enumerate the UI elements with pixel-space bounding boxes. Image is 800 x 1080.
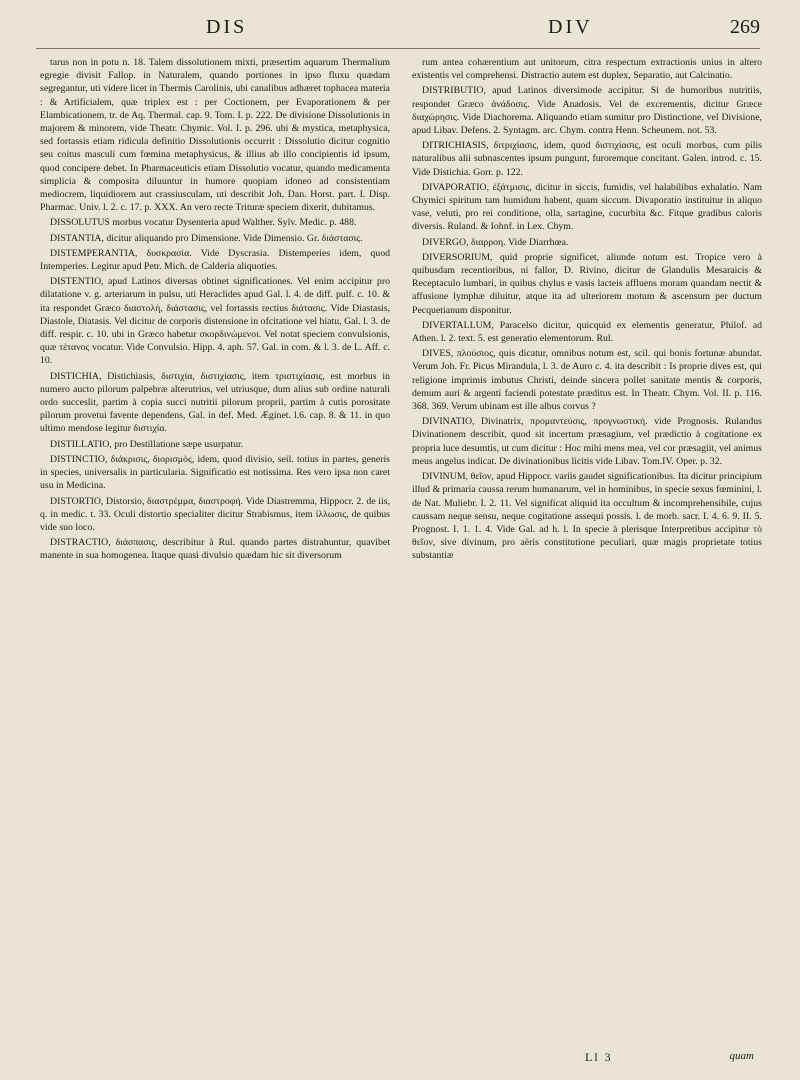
entry-divaporatio: DIVAPORATIO, ἐξάτμισις, dicitur in siccis, fumidis, vel halabilibus exhalatio. Nam Chymici spiritum tam humidum habent, quam siccum. Divaporatio instituitur in aliquo vase, veluti, pro rei conditione, olla, sartagine, cucurbita &c. Fitque gradibus caloris diversis. Ruland. & Iohnf. in Lex. Chym.	[412, 181, 762, 233]
entry-paragraph: tarus non in potu n. 18. Talem dissolutionem mixti, præsertim aquarum Thermalium egregie divisit Fallop. in Naturalem, quando portiones in ipso fluxu quædam segregantur, uti videre licet in Thermis Carolinis, ubi canalibus adhæret tophacea materia : & Artificialem, quæ triplex est : per Coctionem, per Evaporationem & per Elambicationem, tr. de Aq. Thermal. cap. 9. Tom. I. p. 222. De divisione Dissolutionis in majorem & minorem, vide Theatr. Chymic. Vol. I. p. 296. ubi & mystica, metaphysica, sed fortassis etiam ridicula definitio Dissolutionis occurrit : Dissolutio dicitur cognitio seu coitus masculi cum fœmina metaphysicus, & illius ab illo concipientis id ipsum, quod concipere debet. In Pharmaceuticis etiam Dissolutio vocatur, quando medicamenta simplicia & composita diluuntur in humore quopiam idoneo ad consistentiam mediocrem, liquidiorem aut crassiusculam, uti describit Joh. Dan. Horst. part. I. Disp. Pharmac. Univ. l. 2. c. 17. p. XXX. An vero recte Trituræ speciem dixerit, dubitamus.	[40, 57, 390, 214]
entry-divergo: DIVERGO, διαρροη. Vide Diarrhœa.	[422, 236, 569, 248]
entry-distinctio: DISTINCTIO, διάκρισις, διορισμὸς, idem, quod divisio, seil. totius in partes, generis in species, universalis in particularia. Significatio est notissima. Res vero ipsa non caret usu in Medicina.	[40, 453, 390, 492]
entry-divinatio: DIVINATIO, Divinatrix, προμαντεύσις, προγνωστική. vide Prognosis. Rulandus Divinationem describit, quod sit incertum præsagium, vel prædictio à cogitatione ex propria luce desumtis, ut cum dicitur : Hoc mihi mens mea, vel cor præsagiit, vel animus meus angelus indicat. De divinationibus licitis vide Libav. Tom.IV. Oper. p. 32.	[412, 416, 762, 467]
entry-distentio: DISTENTIO, apud Latinos diversas obtinet significationes. Vel enim accipitur pro dilatatione v. g. arteriarum in pulsu, uti Heraclides apud Gal. l. 4. de diff. pulf. c. 10. & ita respondet Græco διαστολὴ, διάστασις, vel fortassis rectius διάτασις. Vide Diastasis, Diastole, Diatasis. Vel dicitur de corporis distensione in ofcitatione vel hiatu, Gal. l. 3. de diff. respir. c. 10. ubi in Græco habetur σκορδινώμενοι. Vel notat speciem convulsionis, quæ τέτανος vocatur. Vide Convulsio. Hipp. 4. aph. 57. Gal. in com. & l. 3. de L. Aff. c. 10.	[40, 276, 390, 367]
left-column	[40, 56, 390, 1072]
entry-ditrichiasis: DITRICHIASIS, διτριχίασις, idem, quod διστιχίασις, est oculi morbus, cum pilis naturalibus alii subnascentes ipsum pungunt, furoremque concitant. Galen. introd. c. 15. Vide Distichia. Gorr. p. 122.	[412, 140, 762, 178]
entry-distantia: DISTANTIA, dicitur aliquando pro Dimensione. Vide Dimensio. Gr. διάστασις.	[50, 232, 363, 244]
running-header	[36, 8, 760, 49]
entry-distributio: DISTRIBUTIO, apud Latinos diversimode accipitur. Si de humoribus nutritiis, respondet Græco ἀνάδοσις. Vide Anadosis. Vel de excrementis, dicitur Græce διαχώρησις. Vide Diachorema. Aliquando etiam sumitur pro Distinctione, vel Divisione, apud Libav. Defens. 2. Syntagm. arc. Chym. contra Henn. Scheunem. not. 53.	[412, 85, 762, 137]
catchword: quam	[729, 1050, 754, 1062]
entry-distractio: DISTRACTIO, διάσπασις, describitur à Rul. quando partes distrahuntur, quavibet manente in sua homogenea. Itaque quasi divulsio quædam hic sit diversorum	[40, 537, 390, 562]
right-column-headword: DIV	[548, 16, 593, 38]
entry-dissolutus: DISSOLUTUS morbus vocatur Dysenteria apud Walther. Sylv. Medic. p. 488.	[50, 217, 357, 229]
entry-dives: DIVES, πλούσιος, quis dicatur, omnibus notum est, scil. qui bonis fortunæ abundat. Verum Joh. Fr. Picus Mirandula, l. 3. de Auro c. 4. ita describit : Is proprie dives est, qui religione imprimis imbutus Christi, deinde sincera pollet sanitate mentis & corporis, demum auri & argenti faciendi potestate præditus est. In Theatr. Chym. Vol. II. p. 116. 368. 369. Verum ubinam est ille albus corvus ?	[412, 348, 762, 413]
entry-distillatio: DISTILLATIO, pro Destillatione sæpe usurpatur.	[50, 438, 244, 450]
entry-divinum: DIVINUM, θεῖον, apud Hippocr. variis gaudet significationibus. Ita dicitur principium illud & primaria caussa rerum humanarum, vel in hominibus, in specie sexus fœminini, l. de Nat. Muliebr. I. 2. 11. Vel significat aliquid ita occultum & incomprehensibile, cujus caussam neque sensu, neque cogitatione assequi possis. l. de morb. sacr. I. 4. 6. 9. II. 5. Prognost. I. 1. 1. 4. Vide Gal. ad h. l. In specie à plerisque Interpretibus accipitur τὸ θεῖον, sive divinum, pro aëris constitutione peculiari, quæ magis proprietate totius substantiæ	[412, 471, 762, 562]
page-footer	[0, 1046, 800, 1074]
entry-diversorium: DIVERSORIUM, quid proprie significet, aliunde notum est. Tropice vero à quibusdam recentioribus, ni fallor, D. Rivino, dicitur de Glandulis Mesaraicis & Receptaculo lumbari, in quibus chylus e vasis lacteis affluens moram quandam nectit & affusione lymphæ diluitur, atque ita ad ulteriorem motum & ascensum per ductum Pecquetianum disponitur.	[412, 251, 762, 316]
entry-paragraph: rum antea cohærentium aut unitorum, citra respectum extractionis unius in altero existentis vel comprehensi. Distractio autem est duplex, Separatio, aut Calcinatio.	[412, 57, 762, 82]
entry-distortio: DISTORTIO, Distorsio, διαστρέμμα, διαστροφή. Vide Diastremma, Hippocr. 2. de iis, q. in medic. t. 33. Oculi distortio specialiter dicitur Strabismus, item ἰλλωσις, de quibus vide suo loco.	[40, 495, 390, 533]
entry-distemperantia: DISTEMPERANTIA, δυσκρασία. Vide Dyscrasia. Distemperies idem, quod Intemperies. Legitur apud Petr. Mich. de Calderia aliquoties.	[40, 247, 390, 273]
entry-divertallum: DIVERTALLUM, Paracelso dicitur, quicquid ex elementis generatur, Philof. ad Athen. l. 2. text. 5. est generatio elementorum. Rul.	[412, 319, 762, 345]
signature-mark: Ll 3	[585, 1050, 613, 1064]
left-column-headword: DIS	[206, 16, 248, 38]
page-number: 269	[730, 16, 760, 38]
right-column	[412, 56, 762, 1072]
entry-distichia: DISTICHIA, Distichiasis, διστιχία, διστιχίασις, item τριστιχίασις, est morbus in numero aucto pilorum palpebræ alterutrius, vel utriusque, dum alius sub ordine naturali ordo succeslit, partim à copia succi nutritii pilorum proprii, partim à cutis porositate pilorum provetui favente dependens, Gal. in def. Med. Æginet. l.6. cap. 8. & 11. in quo ultimo mendose legitur διστιχία.	[40, 370, 390, 435]
